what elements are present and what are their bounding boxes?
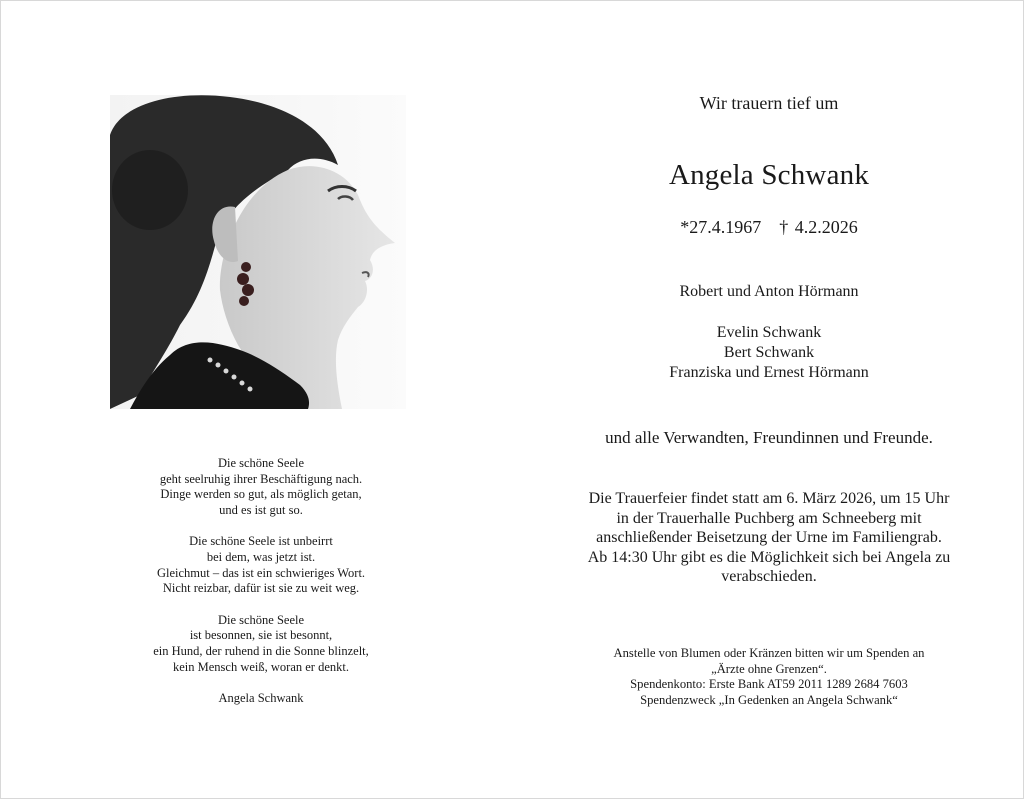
- poem-line: ein Hund, der ruhend in die Sonne blinzelt,: [153, 643, 369, 658]
- birth-date: *27.4.1967: [680, 217, 762, 237]
- poem-line: und es ist gut so.: [219, 502, 303, 517]
- intro-text: Wir trauern tief um: [699, 93, 839, 113]
- poem-line: Die schöne Seele ist unbeirrt: [189, 534, 333, 549]
- poem-line: Die schöne Seele: [217, 456, 305, 470]
- poem-line: geht seelruhig ihrer Beschäftigung nach.: [159, 471, 363, 486]
- poem-line: Dinge werden so gut, als möglich getan,: [160, 487, 362, 502]
- donation-line: Spendenzweck „In Gedenken an Angela Schwank“: [640, 692, 898, 707]
- deceased-name: Angela Schwank: [668, 159, 870, 191]
- ceremony-line: Ab 14:30 Uhr gibt es die Möglichkeit sich bei Angela zu: [587, 548, 951, 566]
- ceremony-line: Die Trauerfeier findet statt am 6. März 2026, um 15 Uhr: [588, 490, 950, 507]
- life-dates: [549, 217, 989, 238]
- poem-line: Die schöne Seele: [217, 612, 305, 627]
- donation-line: Anstelle von Blumen oder Kränzen bitten wir um Spenden an: [613, 646, 925, 660]
- family-line-1: Robert und Anton Hörmann: [679, 283, 859, 300]
- portrait-photo: [110, 95, 406, 409]
- family-member: Franziska und Ernest Hörmann: [669, 364, 869, 381]
- donation-info: [549, 646, 989, 708]
- family-member: Evelin Schwank: [716, 324, 822, 341]
- death-date: † 4.2.2026: [779, 217, 858, 237]
- relatives-line: und alle Verwandten, Freundinnen und Freunde.: [605, 428, 933, 447]
- family-member: Bert Schwank: [723, 344, 815, 361]
- donation-line: „Ärzte ohne Grenzen“.: [711, 661, 827, 676]
- poem-line: Nicht reizbar, dafür ist sie zu weit weg.: [162, 581, 360, 596]
- poem-author: Angela Schwank: [218, 691, 304, 706]
- poem-stanza-2: [121, 534, 401, 596]
- poem-stanza-1: [121, 456, 401, 518]
- ceremony-line: in der Trauerhalle Puchberg am Schneeberg mit: [616, 509, 922, 527]
- poem-line: Gleichmut – das ist ein schwieriges Wort.: [156, 565, 366, 580]
- poem-line: kein Mensch weiß, woran er denkt.: [173, 659, 349, 674]
- poem-stanza-3: [121, 613, 401, 675]
- donation-line: Spendenkonto: Erste Bank AT59 2011 1289 2684 7603: [630, 677, 908, 692]
- poem-line: ist besonnen, sie ist besonnt,: [189, 628, 333, 643]
- ceremony-line: verabschieden.: [721, 568, 817, 585]
- poem: [121, 456, 401, 707]
- poem-line: bei dem, was jetzt ist.: [206, 549, 316, 564]
- ceremony-line: anschließender Beisetzung der Urne im Familiengrab.: [596, 529, 942, 546]
- family-group: [549, 323, 989, 383]
- ceremony-info: [549, 489, 989, 587]
- portrait-illustration: [110, 95, 406, 409]
